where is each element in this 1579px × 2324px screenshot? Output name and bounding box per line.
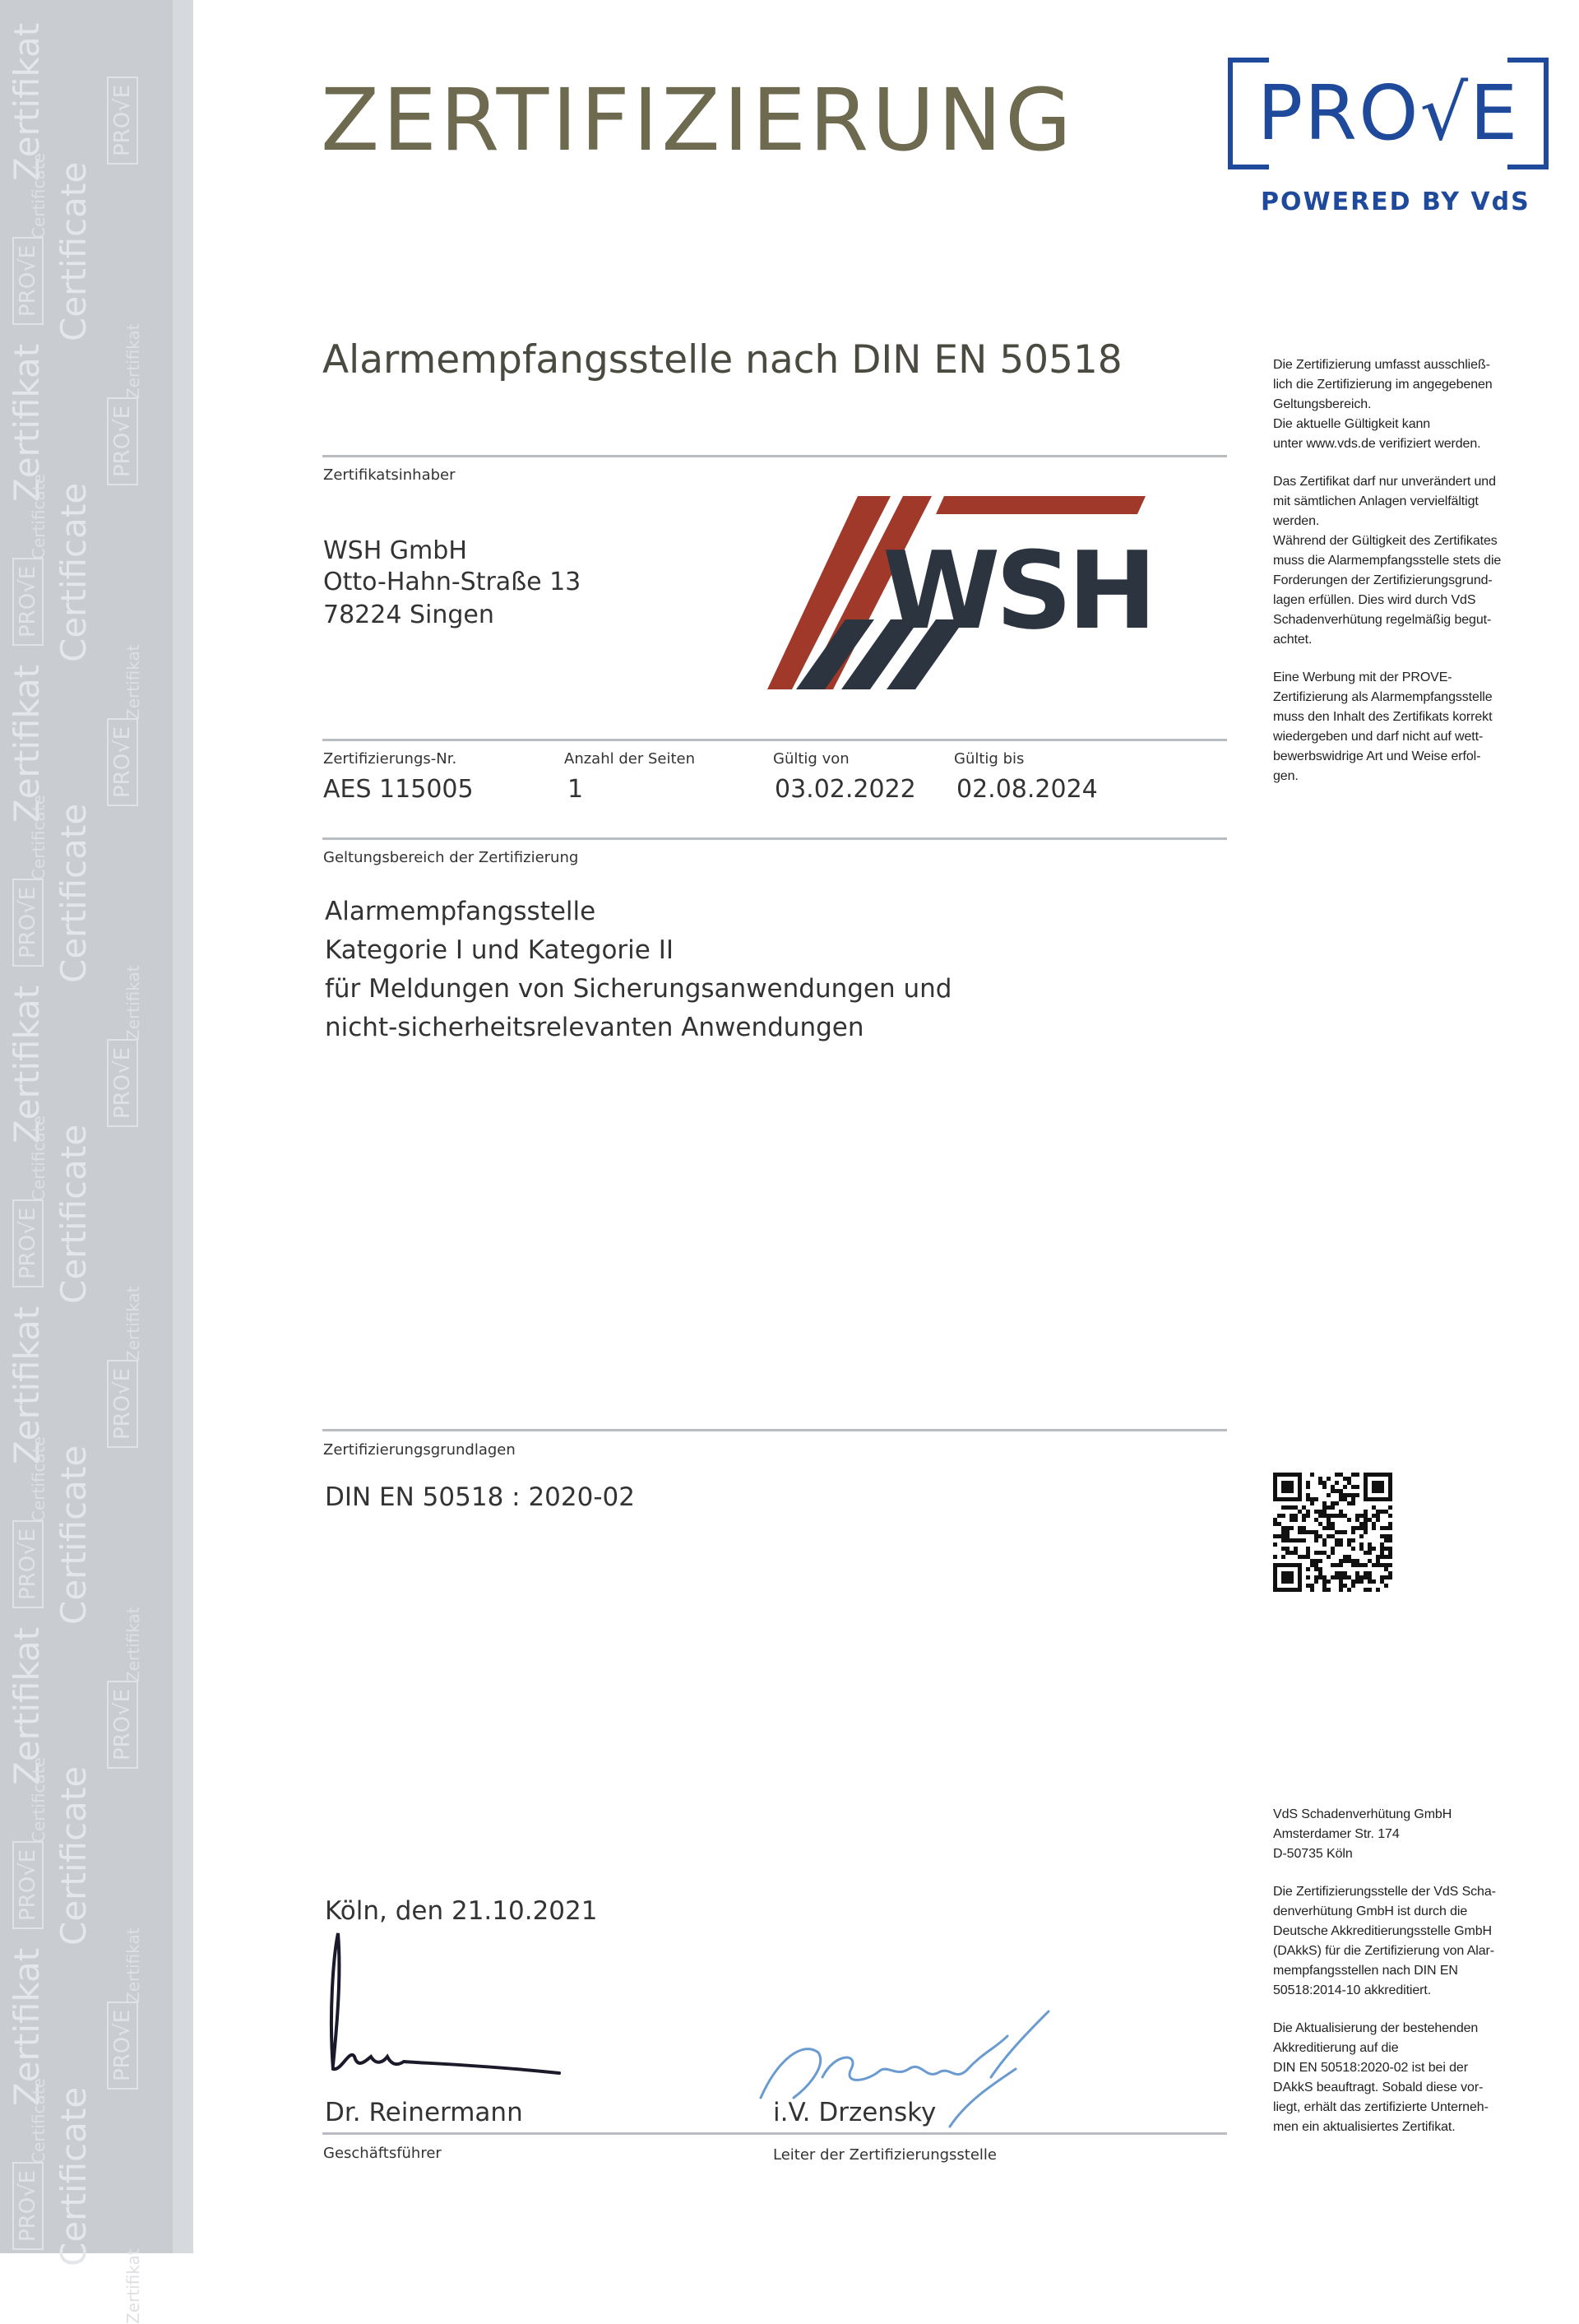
watermark-text: Zertifikat — [7, 343, 47, 502]
sidebar-line: Eine Werbung mit der PROVE- — [1273, 670, 1452, 684]
sidebar-notes-top — [1273, 355, 1544, 805]
sidebar-paragraph — [1273, 1805, 1544, 1864]
holder-label: Zertifikatsinhaber — [323, 466, 456, 484]
watermark-prove-mark: PRO√E — [107, 397, 138, 485]
watermark-text-small: Certificate — [29, 1757, 49, 1843]
watermark-text: Certificate — [53, 1124, 94, 1304]
divider — [322, 739, 1227, 741]
qr-code — [1273, 1473, 1392, 1592]
certificate-subtitle: Alarmempfangsstelle nach DIN EN 50518 — [322, 337, 1123, 383]
sidebar-line: Deutsche Akkreditierungsstelle GmbH — [1273, 1924, 1492, 1938]
watermark-text-small: Certificate — [29, 474, 49, 559]
sidebar-line: mit sämtlichen Anlagen vervielfältigt — [1273, 494, 1479, 508]
holder-city: 78224 Singen — [323, 601, 494, 629]
sidebar-line: Amsterdamer Str. 174 — [1273, 1827, 1400, 1841]
watermark-prove-mark: PRO√E — [12, 1199, 44, 1287]
watermark-prove-mark: PRO√E — [12, 879, 44, 967]
sidebar-line: bewerbswidrige Art und Weise erfol- — [1273, 749, 1481, 763]
watermark-text: Certificate — [53, 482, 94, 662]
sidebar-line: achtet. — [1273, 633, 1313, 647]
watermark-prove-mark: PRO√E — [12, 1841, 44, 1929]
pages-label: Anzahl der Seiten — [564, 750, 695, 768]
watermark-text: Zertifikat — [7, 664, 47, 823]
prove-logo — [1228, 58, 1549, 169]
signature-drzensky — [744, 2003, 1073, 2151]
wsh-logo-text: WSH — [882, 528, 1152, 653]
sidebar-line: Akkreditierung auf die — [1273, 2041, 1399, 2055]
watermark-prove-mark: PRO√E — [107, 718, 138, 806]
divider — [322, 837, 1227, 840]
sidebar-line: liegt, erhält das zertifizierte Unterneh- — [1273, 2100, 1489, 2114]
watermark-prove-mark: PRO√E — [107, 1039, 138, 1127]
sidebar-notes-bottom — [1273, 1805, 1544, 2155]
watermark-text: Certificate — [53, 1445, 94, 1625]
watermark-text-small: Zertifikat — [123, 323, 143, 399]
basis-standard: DIN EN 50518 : 2020-02 — [325, 1482, 635, 1512]
divider — [322, 1429, 1227, 1431]
prove-logo-subtitle: POWERED BY VdS — [1261, 188, 1530, 216]
watermark-text: Zertifikat — [7, 985, 47, 1143]
sidebar-line: DAkkS beauftragt. Sobald diese vor- — [1273, 2080, 1484, 2094]
sidebar-line: gen. — [1273, 769, 1299, 783]
watermark-prove-mark: PRO√E — [12, 558, 44, 646]
prove-logo-word: PRO√E — [1257, 69, 1520, 157]
valid-from-label: Gültig von — [773, 750, 850, 768]
watermark-prove-mark: PRO√E — [12, 1520, 44, 1608]
scope-line: Alarmempfangsstelle — [325, 897, 596, 926]
watermark-text-small: Zertifikat — [123, 644, 143, 720]
right-signatory-role: Leiter der Zertifizierungsstelle — [773, 2146, 997, 2164]
watermark-text-small: Certificate — [29, 2078, 49, 2164]
holder-street: Otto-Hahn-Straße 13 — [323, 568, 581, 596]
watermark-prove-mark: PRO√E — [12, 237, 44, 325]
sidebar-line: mempfangsstellen nach DIN EN — [1273, 1964, 1458, 1978]
sidebar-line: werden. — [1273, 514, 1320, 528]
place-date: Köln, den 21.10.2021 — [325, 1896, 598, 1926]
watermark-text-small: Zertifikat — [123, 1286, 143, 1361]
sidebar-paragraph — [1273, 2019, 1544, 2137]
watermark-text: Zertifikat — [7, 1947, 47, 2106]
cert-no: AES 115005 — [323, 775, 474, 804]
watermark-text: Zertifikat — [7, 1626, 47, 1785]
sidebar-line: wiedergeben und darf nicht auf wett- — [1273, 730, 1484, 744]
sidebar-line: unter www.vds.de verifiziert werden. — [1273, 437, 1481, 451]
watermark-prove-mark: PRO√E — [107, 2002, 138, 2090]
wsh-company-logo — [767, 496, 1152, 693]
sidebar-line: Geltungsbereich. — [1273, 397, 1372, 411]
left-signatory-name: Dr. Reinermann — [325, 2098, 523, 2127]
divider — [322, 455, 1227, 457]
sidebar-line: lagen erfüllen. Dies wird durch VdS — [1273, 593, 1476, 607]
watermark-text-small: Zertifikat — [123, 965, 143, 1041]
cert-no-label: Zertifizierungs-Nr. — [323, 750, 457, 768]
sidebar-line: Die Zertifizierung umfasst ausschließ- — [1273, 358, 1490, 372]
valid-to: 02.08.2024 — [956, 775, 1098, 804]
sidebar-paragraph — [1273, 355, 1544, 454]
sidebar-line: muss den Inhalt des Zertifikats korrekt — [1273, 710, 1493, 724]
valid-to-label: Gültig bis — [954, 750, 1025, 768]
watermark-text-small: Zertifikat — [123, 1927, 143, 2003]
sidebar-paragraph — [1273, 668, 1544, 786]
divider — [322, 2132, 1227, 2135]
sidebar-line: men ein aktualisiertes Zertifikat. — [1273, 2120, 1456, 2134]
sidebar-paragraph — [1273, 472, 1544, 650]
valid-from: 03.02.2022 — [775, 775, 916, 804]
watermark-prove-mark: PRO√E — [107, 1360, 138, 1448]
sidebar-line: D-50735 Köln — [1273, 1847, 1353, 1861]
watermark-prove-mark: PRO√E — [107, 1681, 138, 1769]
right-signatory-name: i.V. Drzensky — [773, 2098, 937, 2127]
scope-line: für Meldungen von Sicherungsanwendungen und — [325, 974, 952, 1004]
watermark-text-small: Zertifikat — [123, 2248, 143, 2324]
sidebar-line: muss die Alarmempfangsstelle stets die — [1273, 554, 1502, 568]
sidebar-line: denverhütung GmbH ist durch die — [1273, 1904, 1468, 1918]
sidebar-line: (DAkkS) für die Zertifizierung von Alar- — [1273, 1944, 1494, 1958]
sidebar-line: Während der Gültigkeit des Zertifikates — [1273, 534, 1498, 548]
scope-line: nicht-sicherheitsrelevanten Anwendungen — [325, 1013, 864, 1042]
sidebar-line: lich die Zertifizierung im angegebenen — [1273, 378, 1493, 392]
holder-name: WSH GmbH — [323, 536, 467, 565]
sidebar-line: Forderungen der Zertifizierungsgrund- — [1273, 573, 1493, 587]
security-border-strip — [0, 0, 193, 2324]
watermark-text-small: Certificate — [29, 1116, 49, 1201]
document-title: ZERTIFIZIERUNG — [321, 70, 1075, 170]
sidebar-line: Die Aktualisierung der bestehenden — [1273, 2021, 1479, 2035]
sidebar-line: VdS Schadenverhütung GmbH — [1273, 1807, 1452, 1821]
signature-reinermann — [317, 1925, 567, 2102]
sidebar-line: Schadenverhütung regelmäßig begut- — [1273, 613, 1492, 627]
watermark-text-small: Zertifikat — [123, 1607, 143, 1682]
basis-label: Zertifizierungsgrundlagen — [323, 1441, 516, 1459]
sidebar-line: 50518:2014-10 akkreditiert. — [1273, 1983, 1432, 1997]
watermark-text: Certificate — [53, 161, 94, 341]
watermark-text: Certificate — [53, 803, 94, 983]
watermark-text: Zertifikat — [7, 1306, 47, 1464]
watermark-text-small: Certificate — [29, 795, 49, 880]
watermark-text: Certificate — [53, 1765, 94, 1946]
left-signatory-role: Geschäftsführer — [323, 2145, 442, 2162]
sidebar-line: Das Zertifikat darf nur unverändert und — [1273, 475, 1496, 489]
pages-count: 1 — [567, 775, 584, 804]
sidebar-line: DIN EN 50518:2020-02 ist bei der — [1273, 2061, 1468, 2075]
scope-line: Kategorie I und Kategorie II — [325, 935, 674, 965]
watermark-text: Certificate — [53, 2086, 94, 2266]
watermark-prove-mark: PRO√E — [107, 77, 138, 165]
sidebar-line: Zertifizierung als Alarmempfangsstelle — [1273, 690, 1493, 704]
sidebar-line: Die Zertifizierungsstelle der VdS Scha- — [1273, 1885, 1496, 1899]
watermark-text-small: Certificate — [29, 1436, 49, 1522]
watermark-text: Zertifikat — [7, 22, 47, 181]
sidebar-paragraph — [1273, 1882, 1544, 2001]
sidebar-line: Die aktuelle Gültigkeit kann — [1273, 417, 1431, 431]
scope-label: Geltungsbereich der Zertifizierung — [323, 849, 579, 866]
watermark-edge-band — [173, 0, 193, 2253]
watermark-prove-mark: PRO√E — [12, 2162, 44, 2250]
watermark-text-small: Certificate — [29, 153, 49, 239]
